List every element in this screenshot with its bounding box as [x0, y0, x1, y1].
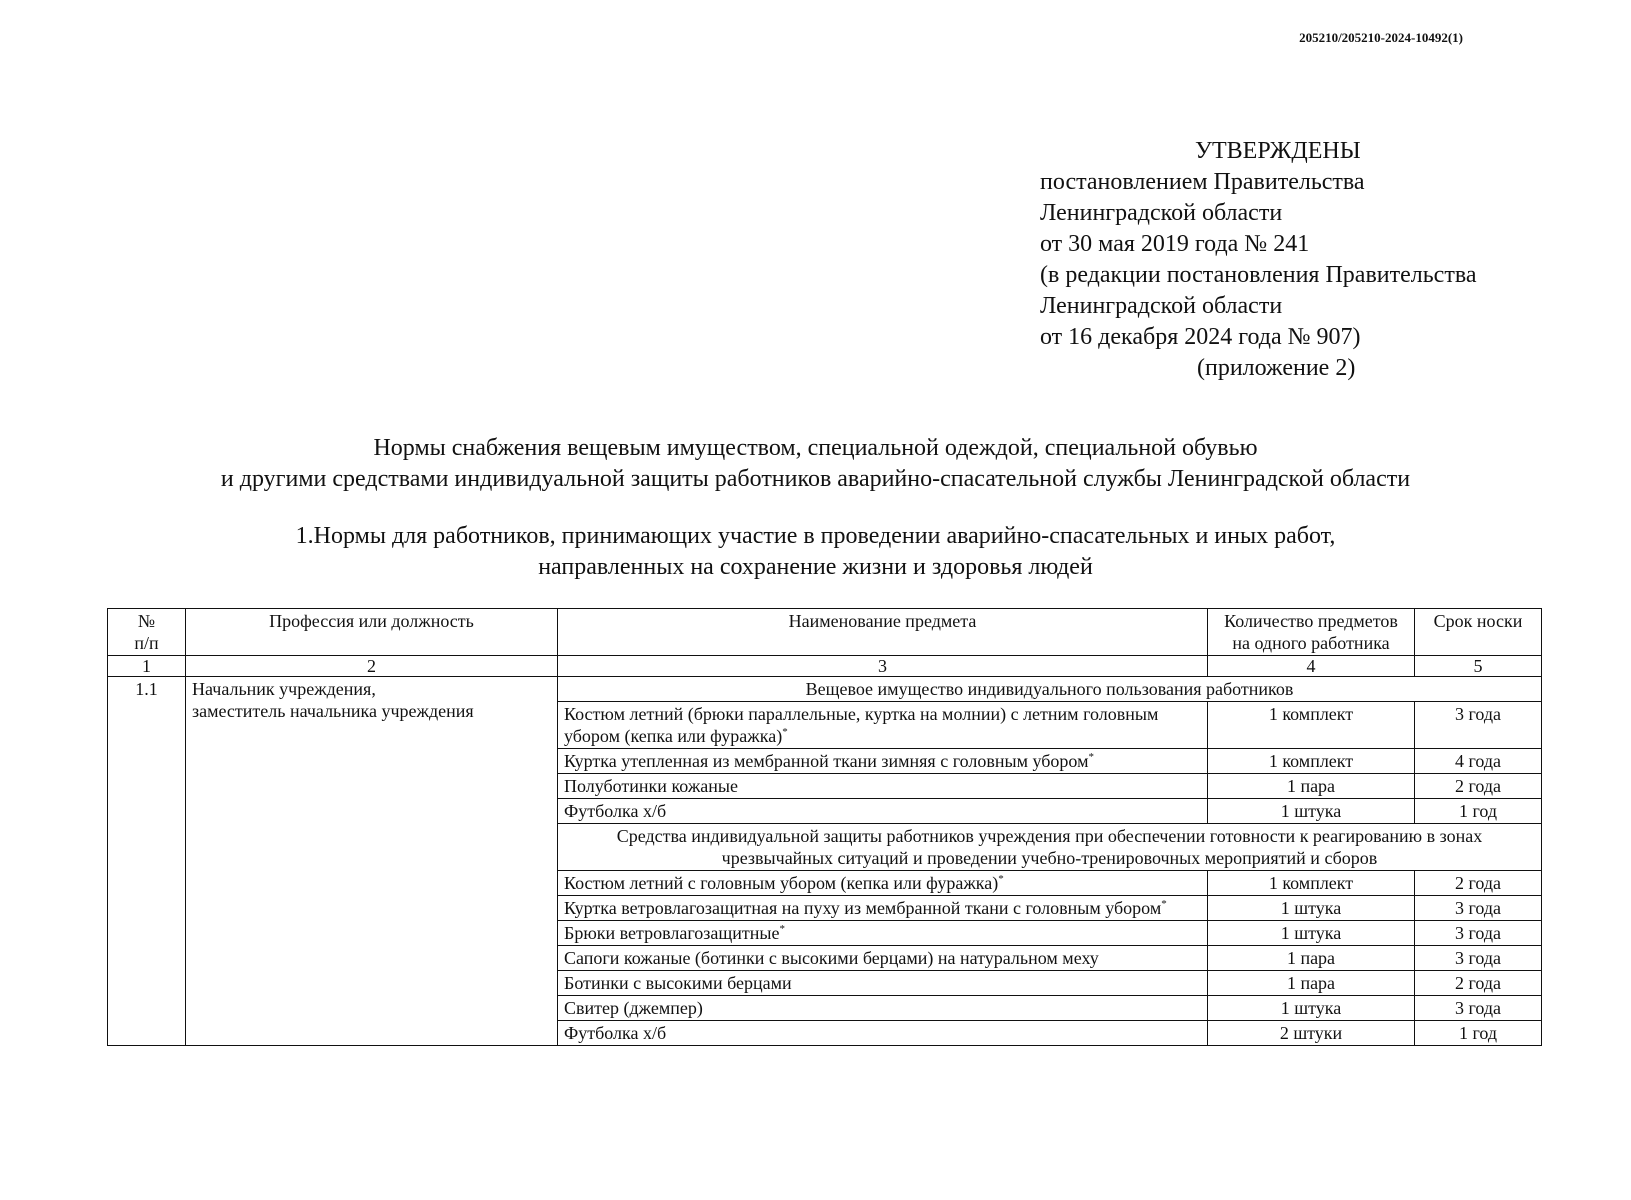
norms-table — [107, 608, 1542, 1046]
item-quantity: 1 пара — [1208, 971, 1415, 996]
item-quantity: 1 комплект — [1208, 702, 1415, 749]
heading-line: и другими средствами индивидуальной защиты работников аварийно-спасательной службы Ленинградской области — [220, 466, 1411, 492]
header-row — [108, 609, 1542, 656]
item-quantity: 1 штука — [1208, 921, 1415, 946]
column-index: 4 — [1208, 656, 1415, 677]
item-term: 2 года — [1415, 871, 1542, 896]
column-index: 1 — [108, 656, 186, 677]
row-number: 1.1 — [108, 677, 186, 1046]
item-term: 3 года — [1415, 946, 1542, 971]
subheading-line: 1.Нормы для работников, принимающих участие в проведении аварийно-спасательных и иных работ, — [295, 523, 1336, 549]
item-term: 2 года — [1415, 971, 1542, 996]
header-term: Срок носки — [1415, 609, 1542, 656]
item-name: Костюм летний (брюки параллельные, куртка на молнии) с летним головным убором (кепка или фуражка)* — [558, 702, 1208, 749]
column-index: 2 — [186, 656, 558, 677]
item-quantity: 2 штуки — [1208, 1021, 1415, 1046]
item-quantity: 1 штука — [1208, 799, 1415, 824]
header-profession: Профессия или должность — [186, 609, 558, 656]
item-quantity: 1 штука — [1208, 996, 1415, 1021]
table-row — [108, 677, 1542, 702]
item-name: Футболка х/б — [558, 799, 1208, 824]
item-term: 1 год — [1415, 799, 1542, 824]
item-term: 4 года — [1415, 749, 1542, 774]
section-heading — [0, 521, 1631, 583]
column-index: 3 — [558, 656, 1208, 677]
item-term: 1 год — [1415, 1021, 1542, 1046]
item-name: Полуботинки кожаные — [558, 774, 1208, 799]
document-heading — [0, 433, 1631, 495]
item-name: Свитер (джемпер) — [558, 996, 1208, 1021]
item-term: 3 года — [1415, 996, 1542, 1021]
item-name: Ботинки с высокими берцами — [558, 971, 1208, 996]
item-name: Куртка ветровлагозащитная на пуху из мембранной ткани с головным убором* — [558, 896, 1208, 921]
approval-line: постановлением Правительства — [1040, 169, 1365, 195]
approval-line: (в редакции постановления Правительства — [1040, 262, 1477, 288]
item-name: Костюм летний с головным убором (кепка или фуражка)* — [558, 871, 1208, 896]
column-index-row — [108, 656, 1542, 677]
position-cell: Начальник учреждения, заместитель начальника учреждения — [186, 677, 558, 1046]
item-term: 2 года — [1415, 774, 1542, 799]
header-number: № п/п — [108, 609, 186, 656]
section-header: Средства индивидуальной защиты работников учреждения при обеспечении готовности к реагированию в зонах чрезвычайных ситуаций и проведении учебно-тренировочных мероприятий и сборов — [558, 824, 1542, 871]
item-name: Сапоги кожаные (ботинки с высокими берцами) на натуральном меху — [558, 946, 1208, 971]
item-term: 3 года — [1415, 702, 1542, 749]
subheading-line: направленных на сохранение жизни и здоровья людей — [538, 554, 1093, 580]
approval-block — [1040, 136, 1477, 384]
item-quantity: 1 штука — [1208, 896, 1415, 921]
heading-line: Нормы снабжения вещевым имуществом, специальной одеждой, специальной обувью — [373, 435, 1258, 461]
item-term: 3 года — [1415, 921, 1542, 946]
document-id: 205210/205210-2024-10492(1) — [1299, 30, 1463, 45]
item-name: Куртка утепленная из мембранной ткани зимняя с головным убором* — [558, 749, 1208, 774]
column-index: 5 — [1415, 656, 1542, 677]
item-name: Футболка х/б — [558, 1021, 1208, 1046]
approval-title: УТВЕРЖДЕНЫ — [1195, 138, 1361, 164]
approval-line: Ленинградской области — [1040, 293, 1283, 319]
header-item: Наименование предмета — [558, 609, 1208, 656]
item-term: 3 года — [1415, 896, 1542, 921]
approval-line: Ленинградской области — [1040, 200, 1283, 226]
header-quantity: Количество предметов на одного работника — [1208, 609, 1415, 656]
approval-line: от 16 декабря 2024 года № 907) — [1040, 324, 1361, 350]
item-name: Брюки ветровлагозащитные* — [558, 921, 1208, 946]
approval-appendix: (приложение 2) — [1197, 355, 1356, 381]
item-quantity: 1 комплект — [1208, 749, 1415, 774]
item-quantity: 1 пара — [1208, 946, 1415, 971]
item-quantity: 1 пара — [1208, 774, 1415, 799]
section-header: Вещевое имущество индивидуального пользования работников — [558, 677, 1542, 702]
approval-line: от 30 мая 2019 года № 241 — [1040, 231, 1310, 257]
item-quantity: 1 комплект — [1208, 871, 1415, 896]
